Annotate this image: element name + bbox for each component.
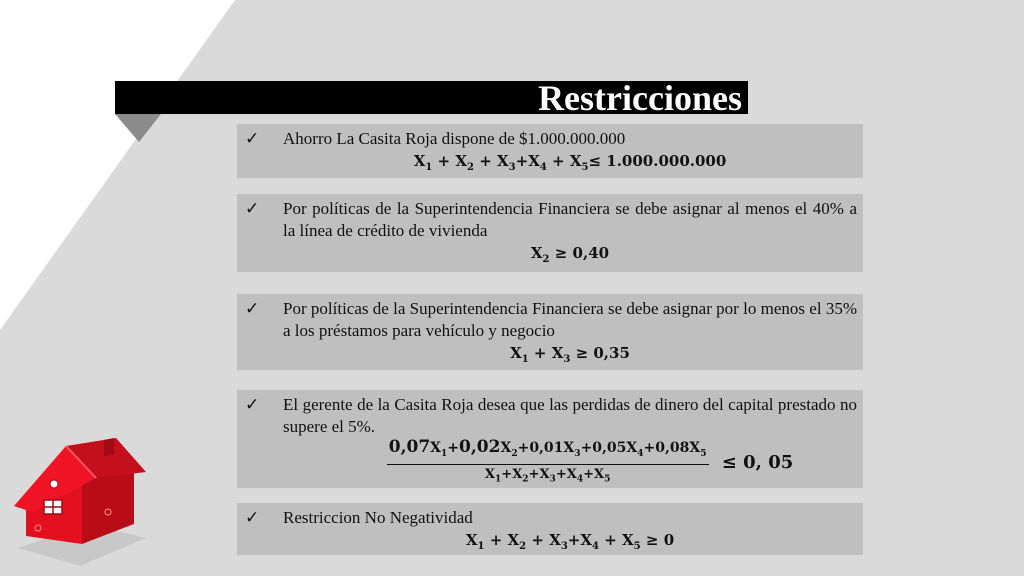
fraction-rhs: ≤ 0, 05 [721, 452, 794, 474]
checkmark-icon: ✓ [245, 508, 260, 528]
restriction-text: Por políticas de la Superintendencia Financiera se debe asignar al menos el 40% a la línea de crédito de vivienda [283, 199, 857, 240]
fraction-numerator: $0,07X_1+0,02X_2+0,01X_3+0,05X_4+0,08X_5$ [387, 438, 709, 465]
restriction-formula: $X_1 + X_2 + X_3+X_4 + X_5\le 1.000.000.000$ [413, 152, 727, 173]
slide-title: Restricciones [538, 78, 742, 118]
checkmark-icon: ✓ [245, 199, 260, 219]
restriction-formula: $X_1 + X_2 + X_3+X_4 + X_5 \ge 0$ [465, 531, 675, 552]
checkmark-icon: ✓ [245, 395, 260, 415]
restriction-formula [283, 438, 857, 488]
restriction-box-housing [237, 194, 863, 272]
restriction-text: Por políticas de la Superintendencia Financiera se debe asignar por lo menos el 35% a los préstamos para vehículo y negocio [283, 299, 857, 340]
checkmark-icon: ✓ [245, 299, 260, 319]
restriction-text: El gerente de la Casita Roja desea que las perdidas de dinero del capital prestado no supere el 5%. [283, 395, 857, 436]
restriction-text: Restriccion No Negatividad [283, 508, 473, 527]
checkmark-icon: ✓ [245, 129, 260, 149]
restriction-text: Ahorro La Casita Roja dispone de $1.000.000.000 [283, 129, 626, 148]
fraction [387, 438, 709, 488]
restriction-box-nonnegativity [237, 503, 863, 555]
restriction-formula: $X_1 + X_3 \ge 0,35$ [510, 344, 630, 365]
fraction-denominator: $X_1+X_2+X_3+X_4+X_5$ [484, 466, 611, 485]
house-icon [8, 420, 158, 570]
restriction-formula: $X_2 \ge 0,40$ [530, 244, 610, 265]
restriction-box-losses [237, 390, 863, 488]
title-tab-shape [115, 114, 161, 144]
restriction-box-vehicle [237, 294, 863, 370]
title-bar [115, 78, 748, 118]
restriction-box-savings [237, 124, 863, 178]
